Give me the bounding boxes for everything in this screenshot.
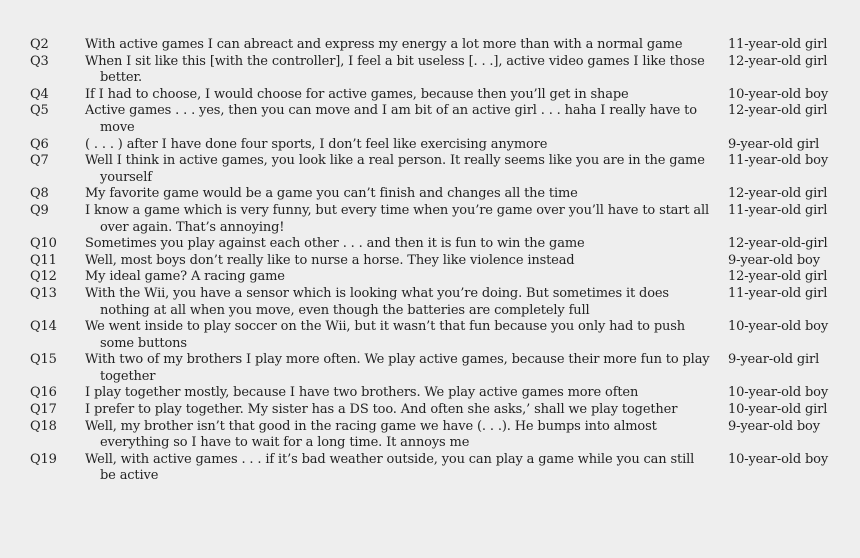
quote-text: ( . . . ) after I have done four sports, I don’t feel like exercising anymore	[85, 136, 548, 152]
quote-cell	[85, 253, 728, 270]
quote-id: Q14	[30, 319, 57, 335]
table-row	[30, 352, 838, 385]
quote-text: With two of my brothers I play more often. We play active games, because their more fun to play together	[85, 352, 710, 384]
quote-cell	[85, 269, 728, 286]
speaker-label: 9-year-old girl	[728, 136, 820, 152]
quote-text: Well, most boys don’t really like to nurse a horse. They like violence instead	[85, 252, 575, 268]
table-row	[30, 253, 838, 270]
table-row	[30, 286, 838, 319]
quote-text: My favorite game would be a game you can’t finish and changes all the time	[85, 186, 578, 202]
quote-text: I play together mostly, because I have two brothers. We play active games more often	[85, 385, 639, 401]
quote-id: Q2	[30, 37, 49, 52]
quote-id: Q15	[30, 352, 57, 368]
quote-text: Well, my brother isn’t that good in the racing game we have (. . .). He bumps into almost everything so I have to wait for a long time. It annoys me	[85, 418, 657, 451]
quote-cell	[85, 352, 728, 385]
quote-text: Well, with active games . . . if it’s bad weather outside, you can play a game while you can still be active	[85, 451, 695, 484]
quote-id: Q12	[30, 269, 57, 285]
table-row	[30, 319, 838, 352]
speaker-label: 12-year-old-girl	[728, 236, 828, 252]
speaker-label: 10-year-old girl	[728, 402, 828, 418]
quote-cell	[85, 385, 728, 402]
quote-id: Q5	[30, 103, 49, 119]
quote-cell	[85, 419, 728, 452]
quote-text: With active games I can abreact and express my energy a lot more than with a normal game	[85, 37, 683, 52]
quote-cell	[85, 153, 728, 186]
table-row	[30, 54, 838, 87]
quote-text: My ideal game? A racing game	[85, 269, 285, 285]
quote-text: We went inside to play soccer on the Wii, but it wasn’t that fun because you only had to push some buttons	[85, 319, 685, 351]
quote-id: Q17	[30, 402, 57, 418]
quote-text: Sometimes you play against each other . . . and then it is fun to win the game	[85, 236, 585, 252]
quote-text: With the Wii, you have a sensor which is looking what you’re doing. But sometimes it does nothing at all when you move, even though the batteries are completely full	[85, 285, 669, 318]
table-row	[30, 236, 838, 253]
quote-cell	[85, 103, 728, 136]
quote-cell	[85, 402, 728, 419]
table-row	[30, 269, 838, 286]
quote-cell	[85, 87, 728, 104]
speaker-label: 11-year-old girl	[728, 285, 828, 301]
quote-id: Q18	[30, 418, 57, 434]
quote-id: Q10	[30, 236, 57, 252]
table-row	[30, 203, 838, 236]
speaker-label: 10-year-old boy	[728, 86, 829, 102]
speaker-label: 12-year-old girl	[728, 53, 828, 69]
table-row	[30, 103, 838, 136]
speaker-label: 12-year-old girl	[728, 186, 828, 202]
speaker-label: 10-year-old boy	[728, 319, 829, 335]
quote-cell	[85, 319, 728, 352]
quote-cell	[85, 286, 728, 319]
quote-id: Q19	[30, 451, 57, 467]
quote-id: Q8	[30, 186, 49, 202]
table-row	[30, 402, 838, 419]
quotes-table	[30, 37, 838, 485]
quote-id: Q4	[30, 86, 49, 102]
quote-cell	[85, 203, 728, 236]
quote-cell	[85, 452, 728, 485]
quote-text: When I sit like this [with the controller], I feel a bit useless [. . .], active video games I like those better.	[85, 53, 705, 86]
quote-text: If I had to choose, I would choose for active games, because then you’ll get in shape	[85, 86, 629, 102]
quotes-table-body	[30, 37, 838, 485]
quote-id: Q11	[30, 252, 57, 268]
quote-text: Well I think in active games, you look like a real person. It really seems like you are in the game yourself	[85, 153, 705, 185]
quote-text: I prefer to play together. My sister has a DS too. And often she asks,’ shall we play together	[85, 402, 678, 418]
speaker-label: 11-year-old girl	[728, 37, 828, 52]
table-row	[30, 419, 838, 452]
speaker-label: 12-year-old girl	[728, 103, 828, 119]
speaker-label: 10-year-old boy	[728, 451, 829, 467]
quote-text: I know a game which is very funny, but every time when you’re game over you’ll have to start all over again. That’s annoying!	[85, 202, 709, 235]
table-row	[30, 452, 838, 485]
quote-id: Q7	[30, 153, 49, 169]
speaker-label: 11-year-old girl	[728, 202, 828, 218]
table-row	[30, 37, 838, 54]
speaker-label: 10-year-old boy	[728, 385, 829, 401]
quote-cell	[85, 137, 728, 154]
quote-id: Q16	[30, 385, 57, 401]
speaker-label: 9-year-old boy	[728, 252, 820, 268]
table-row	[30, 153, 838, 186]
quote-id: Q9	[30, 202, 49, 218]
table-row	[30, 137, 838, 154]
speaker-label: 11-year-old boy	[728, 153, 829, 169]
speaker-label: 9-year-old boy	[728, 418, 820, 434]
quote-id: Q6	[30, 136, 49, 152]
quote-id: Q3	[30, 53, 49, 69]
quote-cell	[85, 54, 728, 87]
speaker-label: 12-year-old girl	[728, 269, 828, 285]
speaker-label: 9-year-old girl	[728, 352, 820, 368]
quote-cell	[85, 37, 728, 54]
table-row	[30, 87, 838, 104]
quote-cell	[85, 236, 728, 253]
quote-cell	[85, 186, 728, 203]
quote-id: Q13	[30, 285, 57, 301]
quote-text: Active games . . . yes, then you can move and I am bit of an active girl . . . haha I really have to move	[85, 103, 697, 135]
table-row	[30, 186, 838, 203]
table-row	[30, 385, 838, 402]
